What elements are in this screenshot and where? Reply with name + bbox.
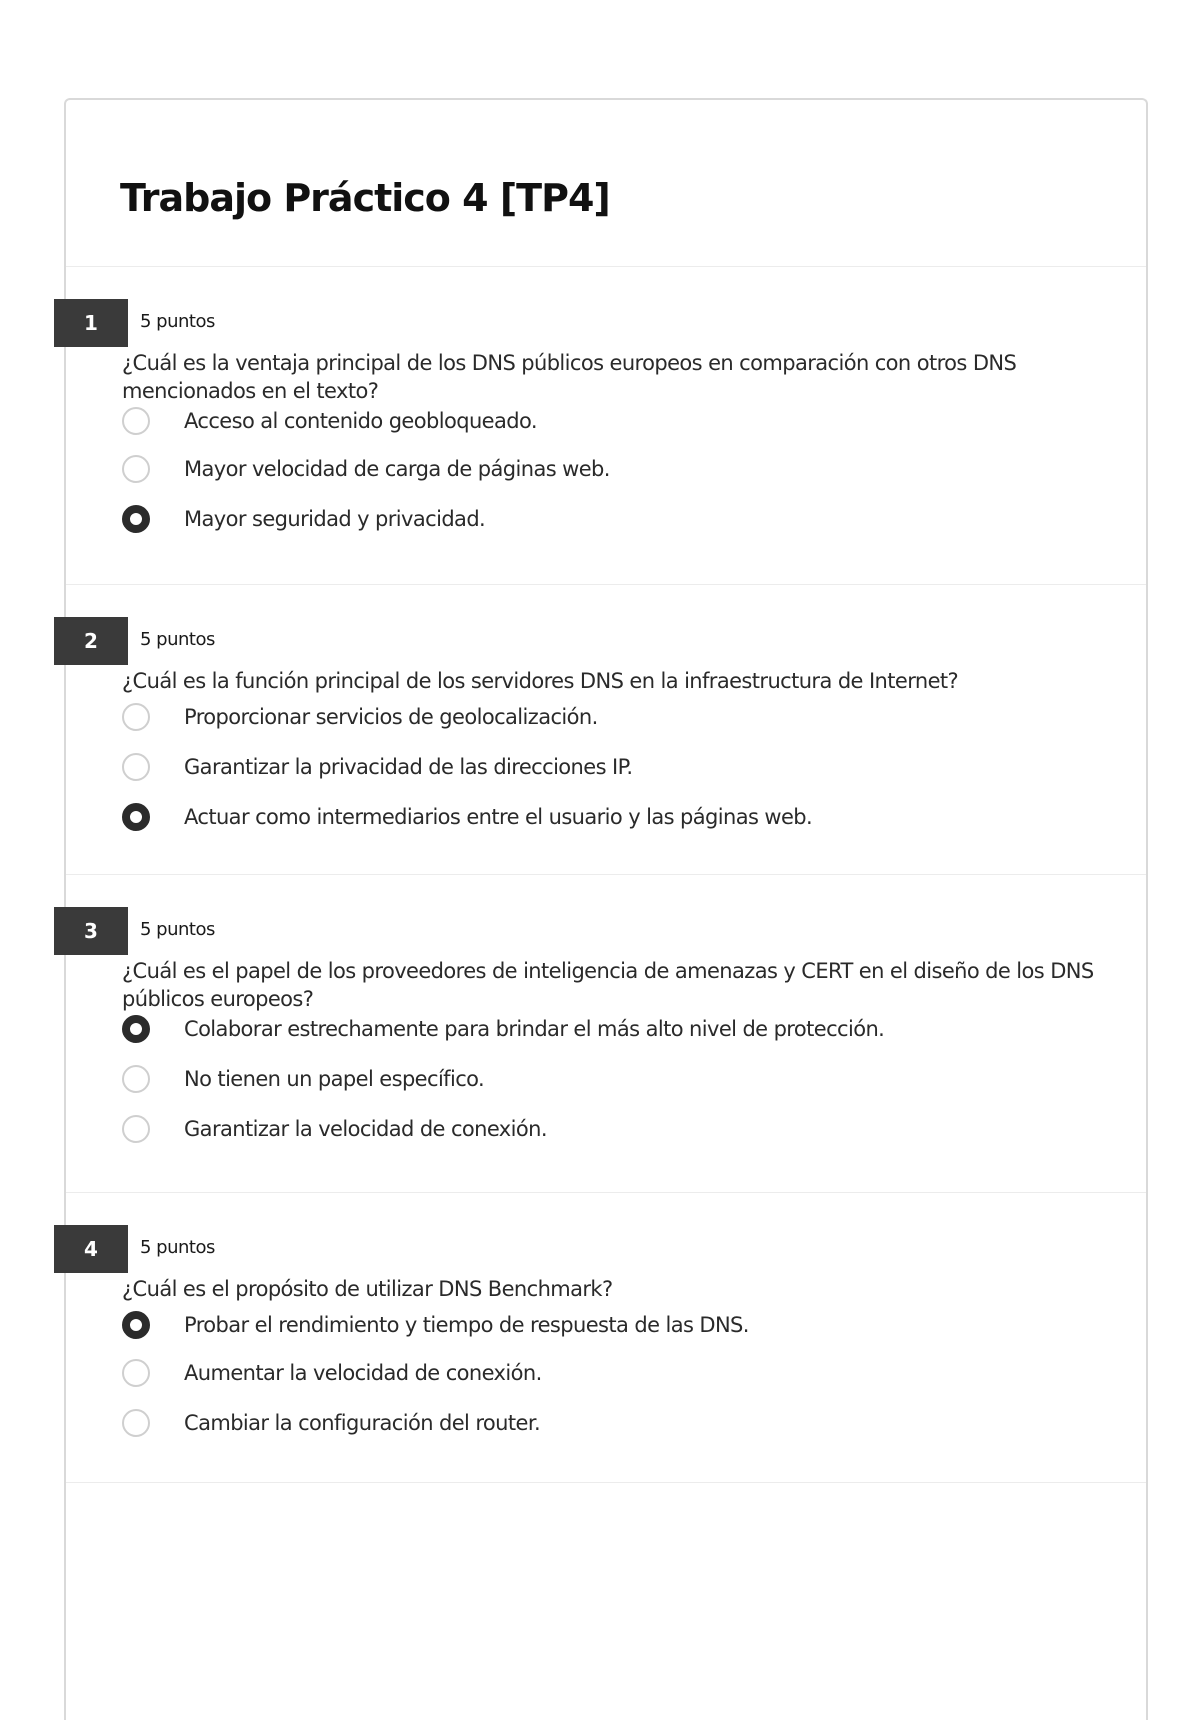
- option-2-3[interactable]: [122, 797, 1122, 837]
- option-1-3[interactable]: [122, 499, 1122, 539]
- option-1-2[interactable]: [122, 449, 1122, 489]
- question-2: [66, 585, 1146, 875]
- option-label: No tienen un papel específico.: [184, 1067, 485, 1091]
- option-3-2[interactable]: [122, 1059, 1122, 1099]
- option-3-3[interactable]: [122, 1109, 1122, 1149]
- question-4: [66, 1193, 1146, 1483]
- question-text: ¿Cuál es el papel de los proveedores de inteligencia de amenazas y CERT en el diseño de los DNS públicos europeos?: [122, 959, 1094, 1011]
- quiz-card: [64, 98, 1148, 1720]
- question-points: 5 puntos: [140, 1237, 215, 1258]
- option-label: Proporcionar servicios de geolocalización.: [184, 705, 598, 729]
- option-label: Acceso al contenido geobloqueado.: [184, 409, 537, 433]
- option-label: Mayor velocidad de carga de páginas web.: [184, 457, 610, 481]
- radio-button[interactable]: [122, 1409, 150, 1437]
- question-text: ¿Cuál es la ventaja principal de los DNS públicos europeos en comparación con otros DNS mencionados en el texto?: [122, 351, 1017, 403]
- question-number-badge: 1: [54, 299, 128, 347]
- question-number-badge: 2: [54, 617, 128, 665]
- option-1-1[interactable]: [122, 401, 1122, 441]
- radio-button[interactable]: [122, 703, 150, 731]
- radio-button[interactable]: [122, 1311, 150, 1339]
- question-points: 5 puntos: [140, 311, 215, 332]
- radio-button[interactable]: [122, 1115, 150, 1143]
- question-points: 5 puntos: [140, 629, 215, 650]
- option-2-2[interactable]: [122, 747, 1122, 787]
- question-text: ¿Cuál es la función principal de los servidores DNS en la infraestructura de Internet?: [122, 669, 959, 693]
- question-text: ¿Cuál es el propósito de utilizar DNS Benchmark?: [122, 1277, 613, 1301]
- title-block: [66, 100, 1146, 267]
- radio-button[interactable]: [122, 753, 150, 781]
- option-3-1[interactable]: [122, 1009, 1122, 1049]
- question-1: [66, 267, 1146, 585]
- option-label: Mayor seguridad y privacidad.: [184, 507, 486, 531]
- radio-button[interactable]: [122, 1015, 150, 1043]
- radio-button[interactable]: [122, 1359, 150, 1387]
- option-4-3[interactable]: [122, 1403, 1122, 1443]
- option-label: Cambiar la configuración del router.: [184, 1411, 541, 1435]
- option-2-1[interactable]: [122, 697, 1122, 737]
- question-number-badge: 3: [54, 907, 128, 955]
- radio-button[interactable]: [122, 455, 150, 483]
- page-title: Trabajo Práctico 4 [TP4]: [120, 176, 610, 220]
- option-label: Garantizar la privacidad de las direcciones IP.: [184, 755, 633, 779]
- radio-button[interactable]: [122, 407, 150, 435]
- option-4-1[interactable]: [122, 1305, 1122, 1345]
- question-number-badge: 4: [54, 1225, 128, 1273]
- option-label: Actuar como intermediarios entre el usuario y las páginas web.: [184, 805, 813, 829]
- option-label: Aumentar la velocidad de conexión.: [184, 1361, 542, 1385]
- question-3: [66, 875, 1146, 1193]
- radio-button[interactable]: [122, 505, 150, 533]
- option-label: Probar el rendimiento y tiempo de respuesta de las DNS.: [184, 1313, 749, 1337]
- radio-button[interactable]: [122, 803, 150, 831]
- option-label: Colaborar estrechamente para brindar el más alto nivel de protección.: [184, 1017, 885, 1041]
- option-4-2[interactable]: [122, 1353, 1122, 1393]
- question-points: 5 puntos: [140, 919, 215, 940]
- radio-button[interactable]: [122, 1065, 150, 1093]
- option-label: Garantizar la velocidad de conexión.: [184, 1117, 547, 1141]
